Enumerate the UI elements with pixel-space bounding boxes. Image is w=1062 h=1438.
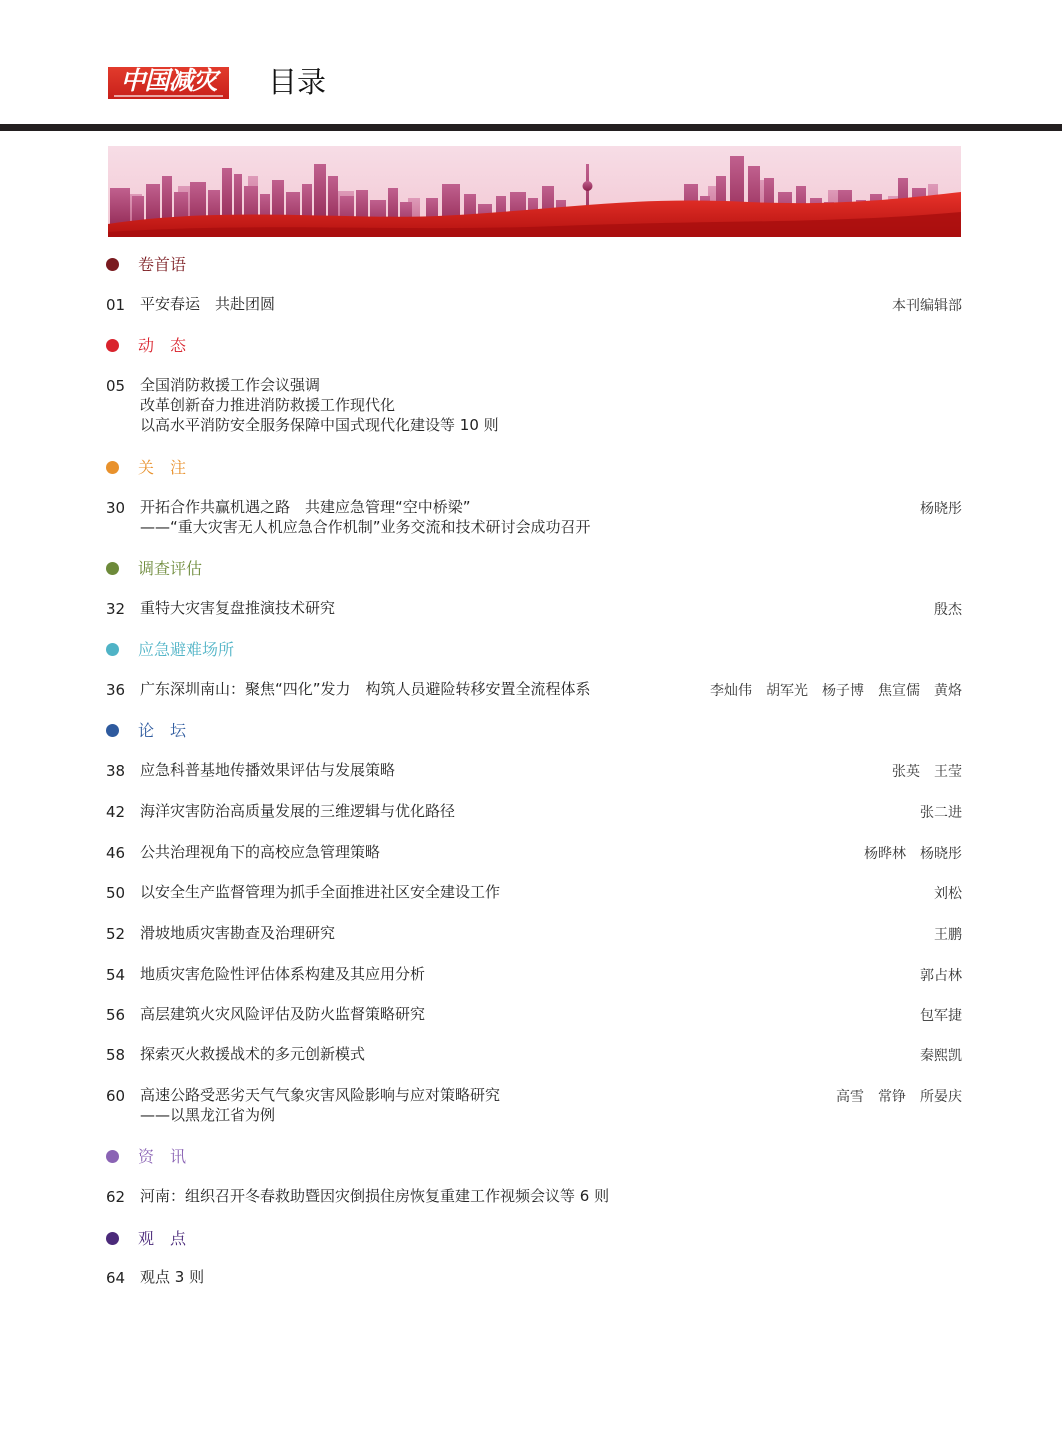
entry-title <box>140 1004 700 1024</box>
page-number: 01 <box>106 296 126 314</box>
entry-title-line: 应急科普基地传播效果评估与发展策略 <box>140 761 396 779</box>
entry-title <box>140 375 700 435</box>
toc-entry[interactable] <box>106 375 962 434</box>
entry-title-line: 滑坡地质灾害勘查及治理研究 <box>140 924 336 942</box>
entry-title <box>140 497 700 537</box>
entry-title-line: 以高水平消防安全服务保障中国式现代化建设等 10 则 <box>140 416 499 434</box>
entry-title <box>140 294 700 314</box>
entry-title-line: 观点 3 则 <box>140 1268 205 1286</box>
toc-entry[interactable] <box>106 294 962 316</box>
page-number: 54 <box>106 966 126 984</box>
entry-title <box>140 760 700 780</box>
page-number: 46 <box>106 844 126 862</box>
entry-author: 郭占林 <box>920 968 962 984</box>
page-number: 62 <box>106 1188 126 1206</box>
entry-title-line: 河南：组织召开冬春救助暨因灾倒损住房恢复重建工作视频会议等 6 则 <box>140 1187 610 1205</box>
entry-title-line: 海洋灾害防治高质量发展的三维逻辑与优化路径 <box>140 802 456 820</box>
toc-entry[interactable] <box>106 964 962 986</box>
section-label: 关 注 <box>138 458 187 477</box>
entry-title <box>140 679 700 699</box>
entry-author: 杨晓彤 <box>920 501 962 517</box>
page-number: 56 <box>106 1006 126 1024</box>
entry-title <box>140 842 700 862</box>
entry-title-line: 高速公路受恶劣天气气象灾害风险影响与应对策略研究 <box>140 1086 501 1104</box>
entry-author: 本刊编辑部 <box>892 298 962 314</box>
entry-author: 包军捷 <box>920 1008 962 1024</box>
entry-title-line: 平安春运 共赴团圆 <box>140 295 276 313</box>
entry-author: 李灿伟 胡军光 杨子博 焦宣儒 黄烙 <box>710 683 962 699</box>
entry-title-line: 高层建筑火灾风险评估及防火监督策略研究 <box>140 1005 426 1023</box>
section-bullet-icon <box>106 1150 119 1163</box>
section-label: 卷首语 <box>138 255 187 274</box>
entry-title <box>140 1044 700 1064</box>
section-label: 应急避难场所 <box>138 640 235 659</box>
section-label: 动 态 <box>138 336 187 355</box>
header-rule <box>0 124 1062 131</box>
entry-title-line: 开拓合作共赢机遇之路 共建应急管理“空中桥梁” <box>140 498 471 516</box>
page-number: 42 <box>106 803 126 821</box>
toc-entry[interactable] <box>106 923 962 945</box>
page-number: 36 <box>106 681 126 699</box>
entry-title-line: ——“重大灾害无人机应急合作机制”业务交流和技术研讨会成功召开 <box>140 518 591 536</box>
entry-author: 杨晔林 杨晓彤 <box>864 846 962 862</box>
entry-title <box>140 801 700 821</box>
entry-title-line: 地质灾害危险性评估体系构建及其应用分析 <box>140 965 426 983</box>
toc-entry[interactable] <box>106 497 962 536</box>
logo-text: 中国减灾 <box>120 67 217 95</box>
toc-entry[interactable] <box>106 801 962 823</box>
entry-title <box>140 923 700 943</box>
entry-author: 王鹏 <box>934 927 962 943</box>
entry-title <box>140 882 700 902</box>
entry-author: 高雪 常铮 所晏庆 <box>836 1089 962 1105</box>
skyline-banner <box>108 146 961 237</box>
section-bullet-icon <box>106 258 119 271</box>
skyline-illustration <box>108 146 961 237</box>
entry-title-line: ——以黑龙江省为例 <box>140 1106 276 1124</box>
page-number: 64 <box>106 1269 126 1287</box>
toc-entry[interactable] <box>106 679 962 701</box>
entry-title <box>140 598 700 618</box>
toc-entry[interactable] <box>106 760 962 782</box>
entry-title-line: 探索灭火救援战术的多元创新模式 <box>140 1045 366 1063</box>
section-label: 调查评估 <box>138 559 203 578</box>
entry-author: 秦熙凯 <box>920 1048 962 1064</box>
section-bullet-icon <box>106 1232 119 1245</box>
section-bullet-icon <box>106 562 119 575</box>
page-number: 05 <box>106 377 126 395</box>
page-number: 38 <box>106 762 126 780</box>
page-number: 58 <box>106 1046 126 1064</box>
entry-author: 刘松 <box>934 886 962 902</box>
toc-entry[interactable] <box>106 1085 962 1124</box>
toc-entry[interactable] <box>106 1004 962 1026</box>
entry-author: 张二进 <box>920 805 962 821</box>
section-bullet-icon <box>106 461 119 474</box>
entry-title-line: 改革创新奋力推进消防救援工作现代化 <box>140 396 396 414</box>
logo-underline <box>114 95 223 97</box>
entry-title-line: 广东深圳南山：聚焦“四化”发力 构筑人员避险转移安置全流程体系 <box>140 680 591 698</box>
entry-title <box>140 964 700 984</box>
entry-title <box>140 1085 700 1125</box>
page-number: 30 <box>106 499 126 517</box>
section-label: 观 点 <box>138 1229 187 1248</box>
toc-entry[interactable] <box>106 882 962 904</box>
entry-title <box>140 1186 700 1206</box>
entry-title-line: 以安全生产监督管理为抓手全面推进社区安全建设工作 <box>140 883 501 901</box>
section-bullet-icon <box>106 643 119 656</box>
section-bullet-icon <box>106 724 119 737</box>
section-label: 资 讯 <box>138 1147 187 1166</box>
section-bullet-icon <box>106 339 119 352</box>
magazine-logo <box>108 67 229 99</box>
entry-author: 张英 王莹 <box>892 764 962 780</box>
page-title: 目录 <box>268 65 327 99</box>
page-number: 32 <box>106 600 126 618</box>
page-number: 52 <box>106 925 126 943</box>
entry-title-line: 公共治理视角下的高校应急管理策略 <box>140 843 381 861</box>
entry-author: 殷杰 <box>934 602 962 618</box>
section-label: 论 坛 <box>138 721 187 740</box>
entry-title-line: 全国消防救援工作会议强调 <box>140 376 321 394</box>
toc-entry[interactable] <box>106 842 962 864</box>
entry-title <box>140 1267 700 1287</box>
toc-entry[interactable] <box>106 1267 962 1289</box>
toc-entry[interactable] <box>106 598 962 620</box>
entry-title-line: 重特大灾害复盘推演技术研究 <box>140 599 336 617</box>
toc-entry[interactable] <box>106 1186 962 1208</box>
toc-entry[interactable] <box>106 1044 962 1066</box>
page-number: 50 <box>106 884 126 902</box>
page-number: 60 <box>106 1087 126 1105</box>
